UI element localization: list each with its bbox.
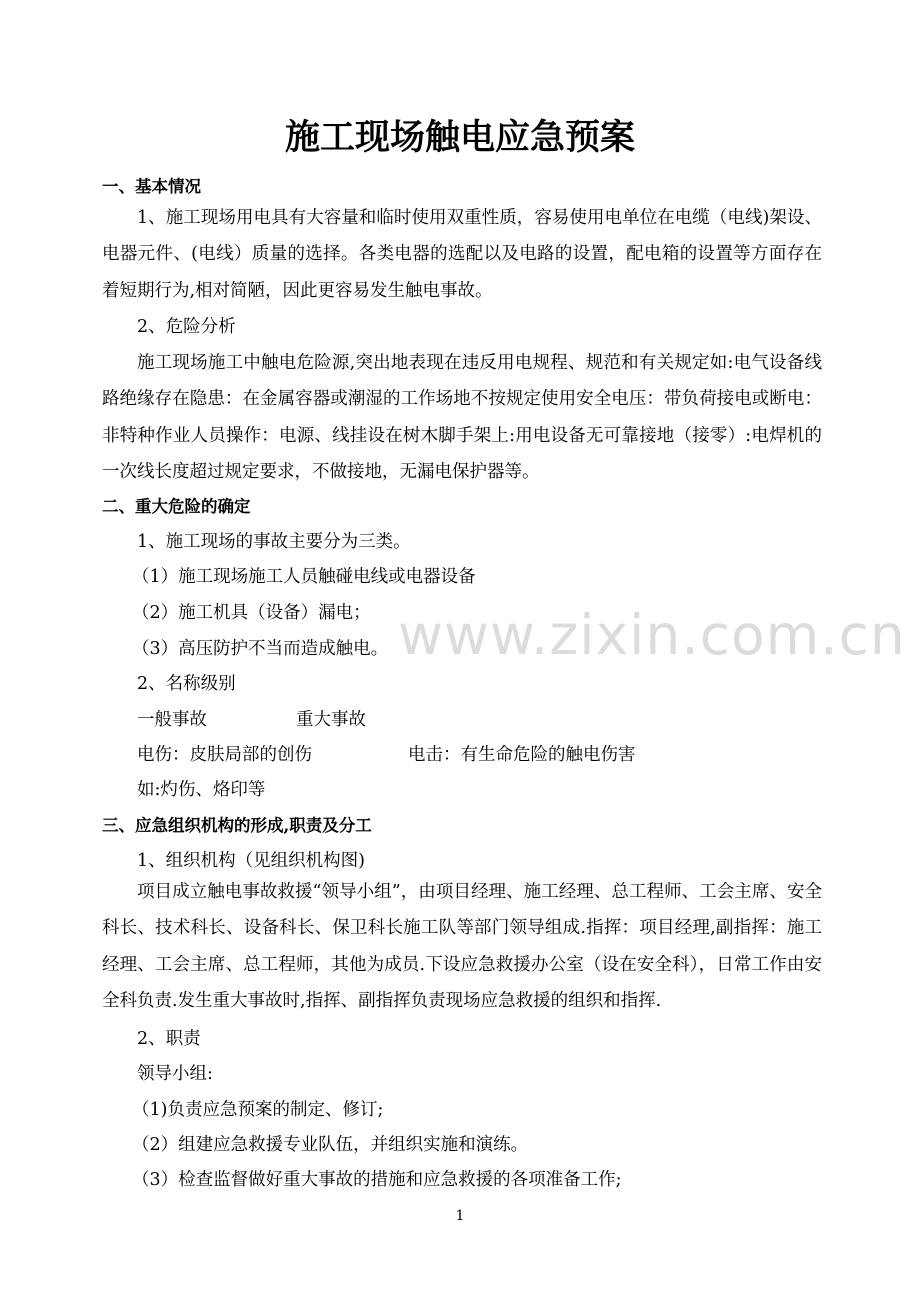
page-number: 1: [455, 1208, 465, 1224]
watermark-text: www.zixin.com.cn: [398, 603, 906, 667]
list-item-accident-type-3: （3）高压防护不当而造成触电。: [132, 639, 389, 659]
subheading-duties: 2、职责: [137, 1029, 201, 1049]
text-major-accident: 重大事故: [296, 710, 366, 730]
text-accident-types-intro: 1、施工现场的事故主要分为三类。: [137, 532, 411, 552]
text-general-accident: 一般事故: [137, 710, 207, 730]
text-electric-injury: 电伤：皮肤局部的创伤: [137, 745, 312, 765]
list-item-duty-1: （1)负责应急预案的制定、修订;: [132, 1100, 384, 1120]
paragraph-leadership-group: 项目成立触电事故救援“领导小组”，由项目经理、施工经理、总工程师、工会主席、安全科长、技术科长、设备科长、保卫科长施工队等部门领导组成.指挥：项目经理,副指挥：施工经理、工会主席、总工程师，其他为成员.下设应急救援办公室（设在安全科），日常工作由安全科负责.发生重大事故时,指挥、副指挥负责现场应急救援的组织和指挥.: [102, 882, 822, 1012]
text-electric-shock: 电击：有生命危险的触电伤害: [408, 745, 636, 765]
paragraph-electricity-usage: 1、施工现场用电具有大容量和临时使用双重性质，容易使用电单位在电缆（电线)架设、电器元件、(电线）质量的选择。各类电器的选配以及电路的设置，配电箱的设置等方面存在着短期行为,相对简陋，因此更容易发生触电事故。: [102, 208, 822, 301]
subheading-organization: 1、组织机构（见组织机构图): [137, 851, 365, 871]
text-leadership-group-label: 领导小组:: [137, 1064, 213, 1084]
list-item-duty-2: （2）组建应急救援专业队伍，并组织实施和演练。: [132, 1135, 529, 1155]
subheading-name-level: 2、名称级别: [137, 674, 236, 694]
section-heading-basic-situation: 一、基本情况: [102, 177, 201, 196]
text-burn-examples: 如:灼伤、烙印等: [137, 780, 266, 800]
list-item-accident-type-2: （2）施工机具（设备）漏电；: [132, 603, 371, 623]
section-heading-major-hazards: 二、重大危险的确定: [102, 497, 251, 516]
document-title: 施工现场触电应急预案: [284, 117, 635, 158]
list-item-duty-3: （3）检查监督做好重大事故的措施和应急救援的各项准备工作;: [132, 1170, 622, 1190]
paragraph-risk-analysis: 施工现场施工中触电危险源,突出地表现在违反用电规程、规范和有关规定如:电气设备线路绝缘存在隐患：在金属容器或潮湿的工作场地不按规定使用安全电压：带负荷接电或断电：非特种作业人员操作：电源、线挂设在树木脚手架上:用电设备无可靠接地（接零）:电焊机的一次线长度超过规定要求，不做接地，无漏电保护器等。: [102, 353, 822, 483]
list-item-accident-type-1: （1）施工现场施工人员触碰电线或电器设备: [132, 567, 476, 587]
section-heading-emergency-organization: 三、应急组织机构的形成,职责及分工: [102, 816, 372, 835]
subheading-risk-analysis: 2、危险分析: [137, 317, 236, 337]
